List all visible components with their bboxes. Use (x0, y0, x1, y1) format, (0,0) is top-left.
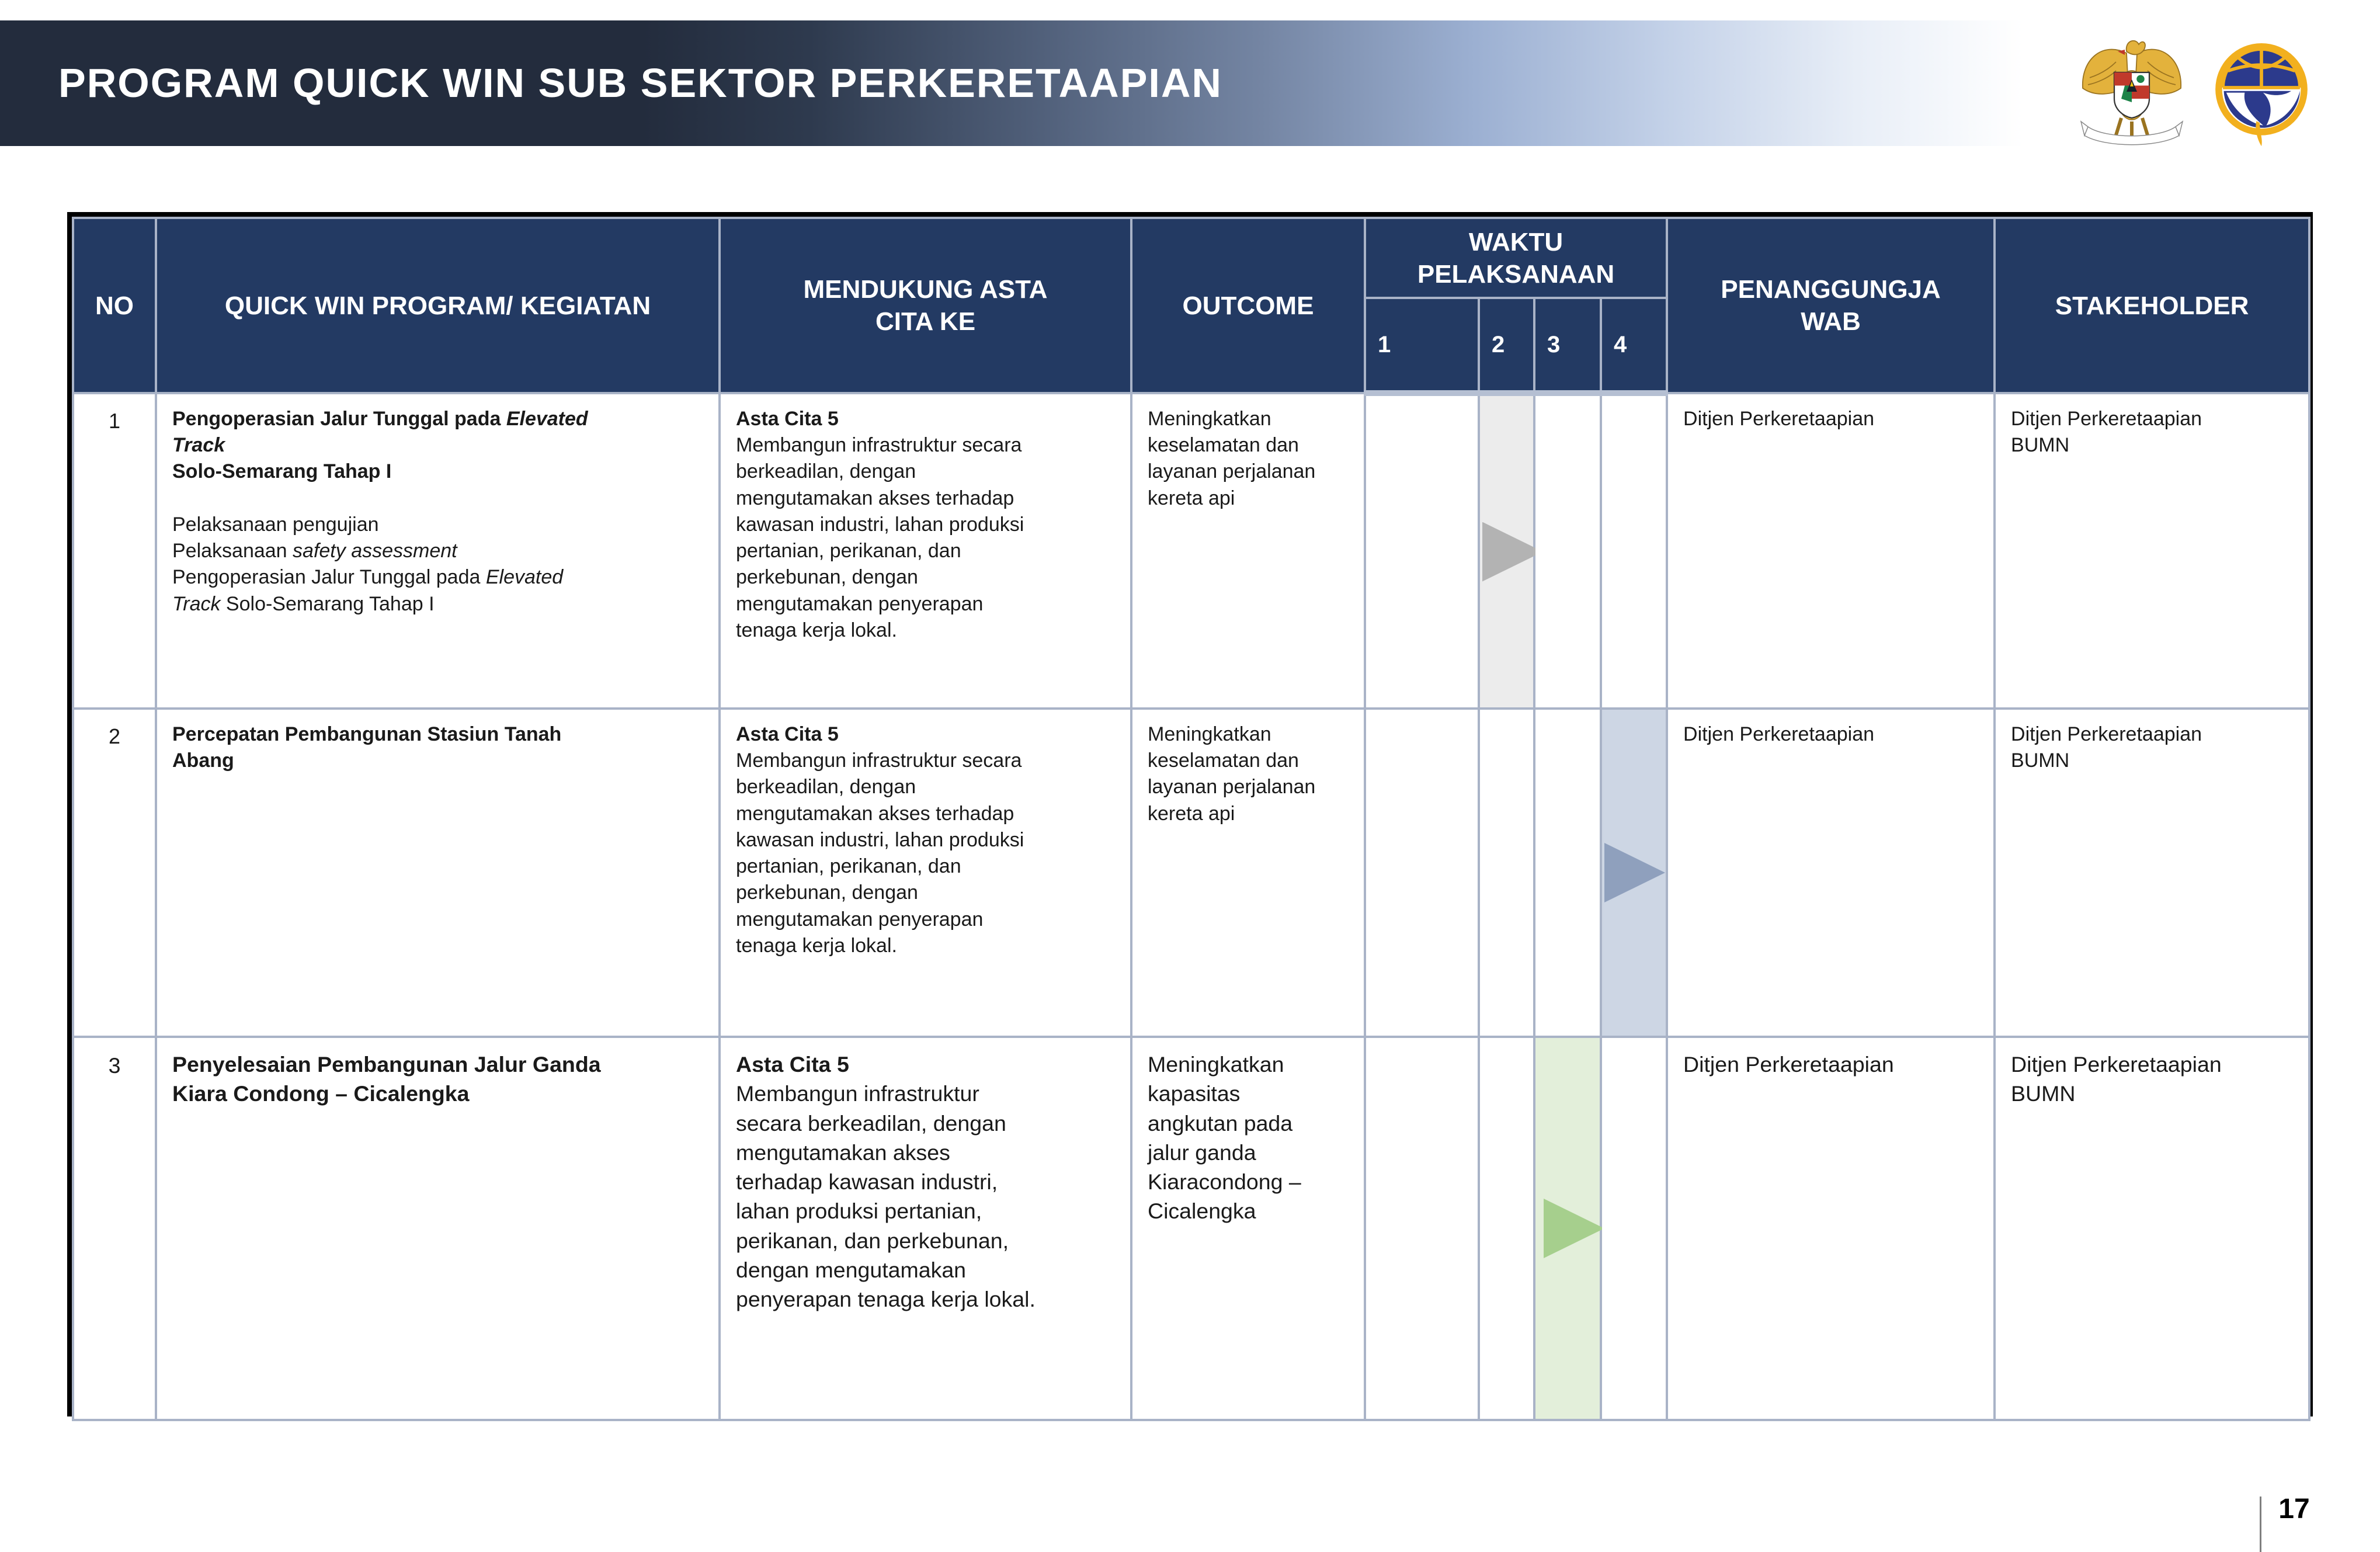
page-title: PROGRAM QUICK WIN SUB SEKTOR PERKERETAAPIAN (58, 60, 1222, 106)
quick-win-table (67, 212, 2313, 1416)
kementerian-perhubungan-logo (2211, 39, 2312, 148)
waktu-q1-cell (1365, 393, 1479, 709)
col-header-program: QUICK WIN PROGRAM/ KEGIATAN (156, 218, 720, 393)
waktu-q2-cell (1479, 393, 1534, 709)
table-row (73, 1037, 2309, 1420)
outcome-cell: Meningkatkan keselamatan dan layanan perjalanan kereta api (1131, 709, 1365, 1037)
outcome-cell: Meningkatkan keselamatan dan layanan perjalanan kereta api (1131, 393, 1365, 709)
page-number: 17 (2278, 1494, 2310, 1525)
asta-cita-cell: Asta Cita 5 Membangun infrastruktur secara berkeadilan, dengan mengutamakan akses terhadap kawasan industri, lahan produksi pertanian, perikanan, dan perkebunan, dengan mengutamakan penyerapan tenaga kerja lokal. (720, 393, 1131, 709)
col-header-no: NO (73, 218, 156, 393)
penanggungjawab-cell: Ditjen Perkeretaapian (1667, 1037, 1995, 1420)
table-row (73, 709, 2309, 1037)
program-cell: Penyelesaian Pembangunan Jalur Ganda Kiara Condong – Cicalengka (156, 1037, 720, 1420)
col-header-waktu-pelaksanaan: WAKTU PELAKSANAAN (1365, 218, 1667, 298)
col-header-outcome: OUTCOME (1131, 218, 1365, 393)
title-banner (0, 20, 2380, 146)
waktu-subheader-2: 2 (1479, 298, 1534, 393)
asta-cita-cell: Asta Cita 5 Membangun infrastruktur secara berkeadilan, dengan mengutamakan akses terhadap kawasan industri, lahan produksi pertanian, perikanan, dan perkebunan, dengan mengutamakan penyerapan tenaga kerja lokal. (720, 1037, 1131, 1420)
row-number: 3 (73, 1037, 156, 1420)
program-cell: Pengoperasian Jalur Tunggal pada Elevated Track Solo-Semarang Tahap I Pelaksanaan pengujian Pelaksanaan safety assessment Pengoperasian Jalur Tunggal pada Elevated Track Solo-Semarang Tahap I (156, 393, 720, 709)
waktu-q3-cell (1534, 393, 1601, 709)
stakeholder-cell: Ditjen Perkeretaapian BUMN (1995, 393, 2309, 709)
waktu-q3-cell (1534, 1037, 1601, 1420)
col-header-penanggungjawab: PENANGGUNGJA WAB (1667, 218, 1995, 393)
penanggungjawab-cell: Ditjen Perkeretaapian (1667, 709, 1995, 1037)
waktu-subheader-4: 4 (1601, 298, 1667, 393)
waktu-q2-cell (1479, 709, 1534, 1037)
page-number-divider (2260, 1497, 2261, 1552)
timeline-arrow-icon (1544, 1199, 1604, 1258)
waktu-q4-cell (1601, 1037, 1667, 1420)
waktu-q4-cell (1601, 393, 1667, 709)
outcome-cell: Meningkatkan kapasitas angkutan pada jalur ganda Kiaracondong – Cicalengka (1131, 1037, 1365, 1420)
waktu-subheader-1: 1 (1365, 298, 1479, 393)
row-number: 1 (73, 393, 156, 709)
col-header-stakeholder: STAKEHOLDER (1995, 218, 2309, 393)
asta-cita-cell: Asta Cita 5 Membangun infrastruktur secara berkeadilan, dengan mengutamakan akses terhadap kawasan industri, lahan produksi pertanian, perikanan, dan perkebunan, dengan mengutamakan penyerapan tenaga kerja lokal. (720, 709, 1131, 1037)
waktu-q1-cell (1365, 709, 1479, 1037)
col-header-asta-cita: MENDUKUNG ASTA CITA KE (720, 218, 1131, 393)
timeline-arrow-icon (1604, 843, 1665, 902)
garuda-pancasila-logo (2079, 34, 2184, 150)
stakeholder-cell: Ditjen Perkeretaapian BUMN (1995, 1037, 2309, 1420)
waktu-q1-cell (1365, 1037, 1479, 1420)
waktu-q3-cell (1534, 709, 1601, 1037)
waktu-q2-cell (1479, 1037, 1534, 1420)
penanggungjawab-cell: Ditjen Perkeretaapian (1667, 393, 1995, 709)
row-number: 2 (73, 709, 156, 1037)
waktu-subheader-3: 3 (1534, 298, 1601, 393)
program-cell: Percepatan Pembangunan Stasiun Tanah Abang (156, 709, 720, 1037)
table-row (73, 393, 2309, 709)
stakeholder-cell: Ditjen Perkeretaapian BUMN (1995, 709, 2309, 1037)
waktu-q4-cell (1601, 709, 1667, 1037)
